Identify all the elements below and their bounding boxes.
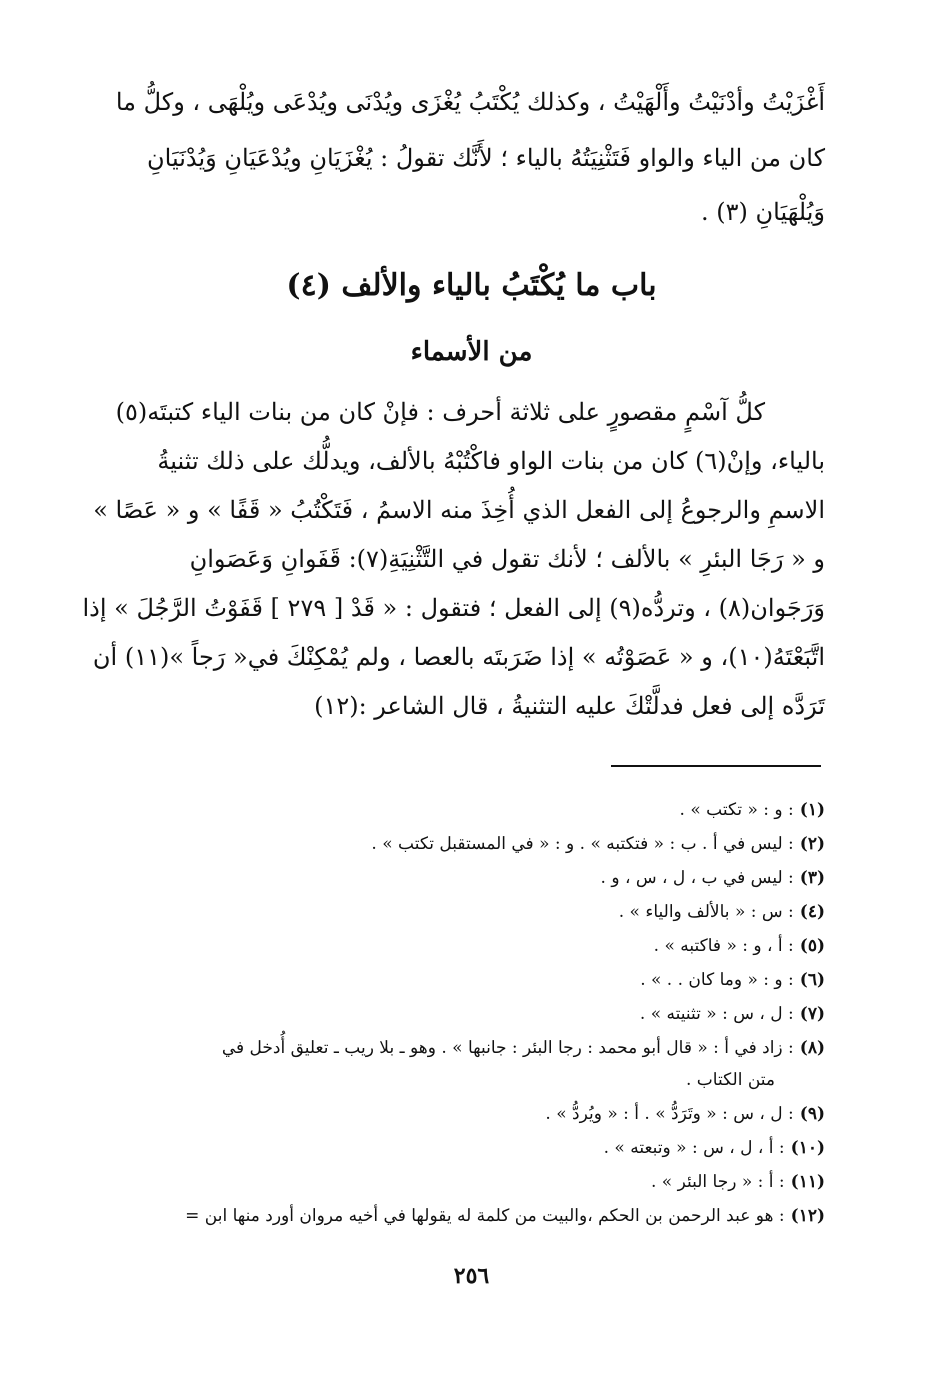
footnote-text: : هو عبد الرحمن بن الحكم ،والبيت من كلمة له يقولها في أخيه مروان أورد منها ابن = bbox=[185, 1206, 785, 1226]
footnote bbox=[120, 829, 825, 859]
footnote bbox=[120, 1033, 825, 1063]
text-line: اتَّبَعْتَهُ(١٠)، و « عَصَوْتُه » إذا ضَرَبتَه بالعصا ، ولم يُمْكِنْكَ في« رَجاً »(١١) أن bbox=[92, 643, 825, 671]
footnote-continuation: متن الكتاب . bbox=[686, 1070, 775, 1090]
section-title: من الأسماء bbox=[410, 337, 533, 367]
text-line: وَيُلْهَيَانِ (٣) . bbox=[701, 198, 825, 226]
text-line: تَرَدَّه إلى فعل فدلَّتْكَ عليه التثنيةُ ، قال الشاعر :(١٢) bbox=[314, 692, 825, 720]
footnote-number: (٣) bbox=[799, 868, 825, 888]
text-line: بالياء، وإنْ(٦) كان من بنات الواو فاكْتُبْهُ بالألف، ويدلُّك على ذلك تثنيةُ bbox=[157, 447, 825, 475]
footnote-number: (١٠) bbox=[790, 1138, 825, 1158]
footnote bbox=[120, 897, 825, 927]
intro-text bbox=[115, 82, 825, 232]
footnote-text: : أ ، و : « فاكتبه » . bbox=[653, 936, 794, 956]
chapter-title: باب ما يُكْتَبُ بالياء والألف (٤) bbox=[286, 268, 657, 303]
footnote-number: (٤) bbox=[799, 902, 825, 922]
footnote-number: (١) bbox=[799, 800, 825, 820]
footnote-text: : و : « تكتب » . bbox=[679, 800, 794, 820]
footnote bbox=[120, 965, 825, 995]
footnote-divider bbox=[611, 765, 821, 767]
footnote-number: (٧) bbox=[799, 1004, 825, 1024]
footnote bbox=[120, 1167, 825, 1197]
footnote bbox=[120, 1201, 825, 1231]
footnote-number: (٢) bbox=[799, 834, 825, 854]
footnote-number: (٦) bbox=[799, 970, 825, 990]
footnote bbox=[120, 999, 825, 1029]
text-line: أَغْزَيْتُ وأدْنَيْتُ وأَلْهَيْتُ ، وكذلك يُكْتَبُ يُغْزَى ويُدْنَى ويُدْعَى ويُلْهَى ، وكلُّ ما bbox=[115, 88, 825, 116]
footnote-text: : أ : « رجا البئر » . bbox=[650, 1172, 785, 1192]
footnote-number: (٥) bbox=[799, 936, 825, 956]
footnote-text: : ل ، س : « تثنيته » . bbox=[639, 1004, 794, 1024]
footnote-text: : و : « وما كان . . » . bbox=[640, 970, 794, 990]
footnote-number: (١١) bbox=[790, 1172, 825, 1192]
footnote-text: : س : « بالألف والياء » . bbox=[618, 902, 794, 922]
text-line: وَرَجَوان(٨) ، وتردُّه(٩) إلى الفعل ؛ فتقول : « قَدْ [ ٢٧٩ ] قَفَوْتُ الرَّجُلَ » إذا bbox=[82, 594, 825, 622]
text-line: الاسمِ والرجوعُ إلى الفعل الذي أُخِذَ منه الاسمُ ، فَتَكْتُبُ « قَفًا » و « عَصًا » bbox=[93, 496, 825, 524]
text-line: و « رَجَا البئرِ » بالألف ؛ لأنك تقول في التَّثْنِيَةِ(٧): قَفَوانِ وَعَصَوانِ bbox=[189, 545, 825, 573]
main-paragraph bbox=[82, 392, 825, 752]
footnote bbox=[120, 1099, 825, 1129]
footnote-number: (٩) bbox=[799, 1104, 825, 1124]
footnote-text: : ليس في ب ، ل ، س ، و . bbox=[600, 868, 794, 888]
footnote-text: : ل ، س : « وتَرَدُّ » . أ : « ويُردُّ » . bbox=[545, 1104, 794, 1124]
footnote-text: : ليس في أ . ب : « فتكتبه » . و : « في المستقبل تكتب » . bbox=[371, 834, 794, 854]
text-line: كلُّ آسْمٍ مقصورٍ على ثلاثة أحرف : فإنْ كان من بنات الياء كتبتَه(٥) bbox=[115, 398, 765, 426]
footnote bbox=[120, 931, 825, 961]
footnote bbox=[120, 863, 825, 893]
page-number: ٢٥٦ bbox=[453, 1263, 490, 1289]
footnote-number: (٨) bbox=[799, 1038, 825, 1058]
footnote-text: : أ ، ل ، س : « وتبعته » . bbox=[603, 1138, 785, 1158]
footnote-number: (١٢) bbox=[790, 1206, 825, 1226]
footnote bbox=[120, 795, 825, 825]
footnote-text: : زاد في أ : « قال أبو محمد : رجا البئر : جانبها » . وهو ـ بلا ريب ـ تعليق أُدخل في bbox=[221, 1038, 794, 1058]
text-line: كان من الياء والواو فَتَثْنِيَتُهُ بالياء ؛ لأَنَّك تقولُ : يُغْزَيَانِ ويُدْعَيَانِ وَيُدْنَيَانِ bbox=[147, 144, 825, 172]
footnote bbox=[120, 1133, 825, 1163]
